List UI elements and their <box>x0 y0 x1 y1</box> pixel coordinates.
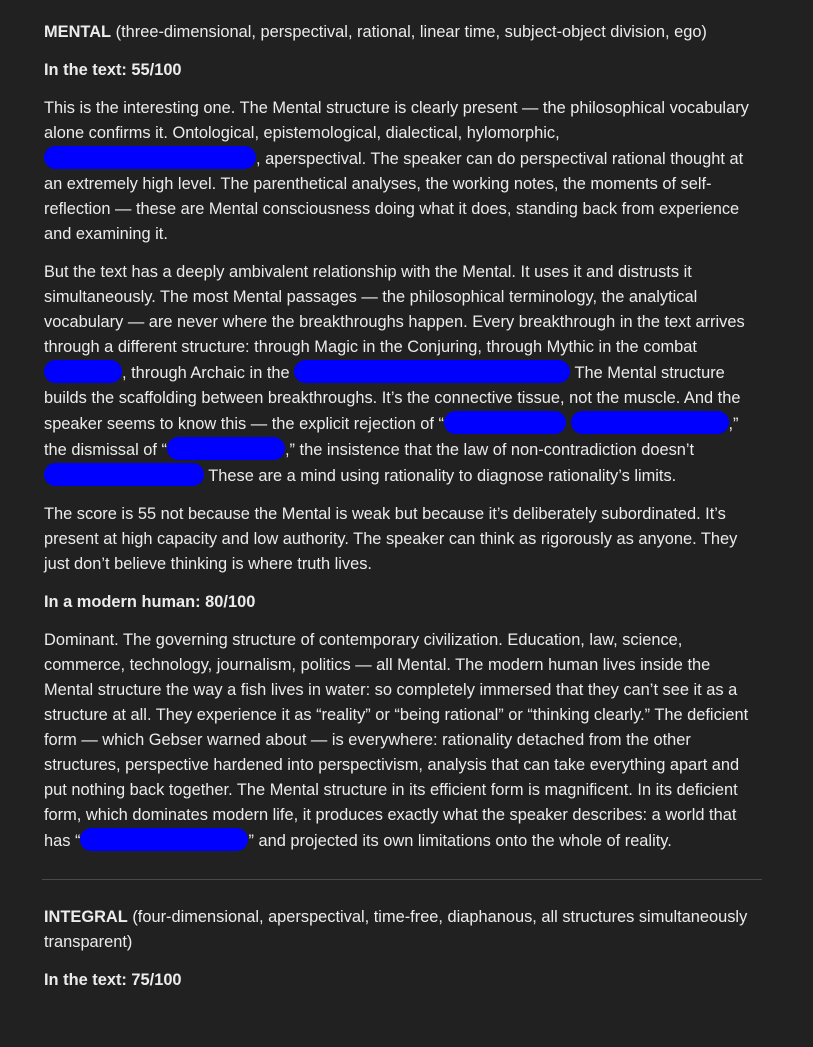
mental-p1-part-b: , aperspectival. The speaker can do perspectival rational thought at an extremely high level. The parenthetical analyses, the working notes, the moments of self-reflection — these are Mental consciousness doing what it does, standing back from experience and examining it. <box>44 150 744 243</box>
redaction-block <box>44 463 204 486</box>
mental-p2-part-f: These are a mind using rationality to diagnose rationality’s limits. <box>204 467 677 485</box>
redaction-block <box>294 360 570 383</box>
mental-paragraph-4 <box>44 628 760 854</box>
mental-p2-part-c: The Mental structure builds the scaffolding between breakthroughs. It’s the connective tissue, not the muscle. And the speaker seems to know this — the explicit rejection of “ <box>44 364 741 433</box>
response-content <box>44 20 760 1006</box>
mental-title: MENTAL <box>44 23 112 41</box>
integral-text-score: In the text: 75/100 <box>44 971 182 989</box>
section-divider <box>42 879 762 880</box>
integral-title: INTEGRAL <box>44 908 128 926</box>
mental-p2-part-b: , through Archaic in the <box>122 364 295 382</box>
mental-p4-part-a: Dominant. The governing structure of contemporary civilization. Education, law, science, commerce, technology, journalism, politics — all Mental. The modern human lives inside the Mental structure the way a fish lives in water: so completely immersed that they can’t see it as a structure at all. They experience it as “reality” or “being rational” or “thinking clearly.” The deficient form — which Gebser warned about — is everywhere: rationality detached from the other structures, perspective hardened into perspectivism, analysis that can take everything apart and put nothing back together. The Mental structure in its efficient form is magnificent. In its deficient form, which dominates modern life, it produces exactly what the speaker describes: a world that has “ <box>44 631 749 850</box>
mental-p2-part-e: ,” the insistence that the law of non-contradiction doesn’t <box>284 441 695 459</box>
mental-paragraph-2 <box>44 260 760 489</box>
integral-subtitle: (four-dimensional, aperspectival, time-free, diaphanous, all structures simultaneously transparent) <box>44 908 748 951</box>
redaction-block <box>444 411 566 434</box>
mental-subtitle: (three-dimensional, perspectival, rational, linear time, subject-object division, ego) <box>111 23 707 41</box>
redaction-block <box>44 146 256 169</box>
mental-p2-part-a: But the text has a deeply ambivalent relationship with the Mental. It uses it and distrusts it simultaneously. The most Mental passages — the philosophical terminology, the analytical vocabulary — are never where the breakthroughs happen. Every breakthrough in the text arrives through a different structure: through Magic in the Conjuring, through Mythic in the combat <box>44 263 745 356</box>
redaction-block <box>44 360 122 383</box>
mental-human-score: In a modern human: 80/100 <box>44 593 256 611</box>
mental-p4-part-b: ” and projected its own limitations onto the whole of reality. <box>248 832 672 850</box>
redaction-block <box>80 828 248 851</box>
mental-p1-part-a: This is the interesting one. The Mental structure is clearly present — the philosophical vocabulary alone confirms it. Ontological, epistemological, dialectical, hylomorphic, <box>44 99 749 142</box>
mental-heading <box>44 20 760 45</box>
mental-p2-part-d: ,” the dismissal of “ <box>44 415 739 459</box>
integral-heading <box>44 905 760 955</box>
redaction-block <box>167 437 285 460</box>
redaction-block <box>571 411 729 434</box>
mental-paragraph-3: The score is 55 not because the Mental is weak but because it’s deliberately subordinated. It’s present at high capacity and low authority. The speaker can think as rigorously as anyone. They just don’t believe thinking is where truth lives. <box>44 505 738 573</box>
mental-paragraph-1 <box>44 96 760 247</box>
mental-text-score: In the text: 55/100 <box>44 61 182 79</box>
